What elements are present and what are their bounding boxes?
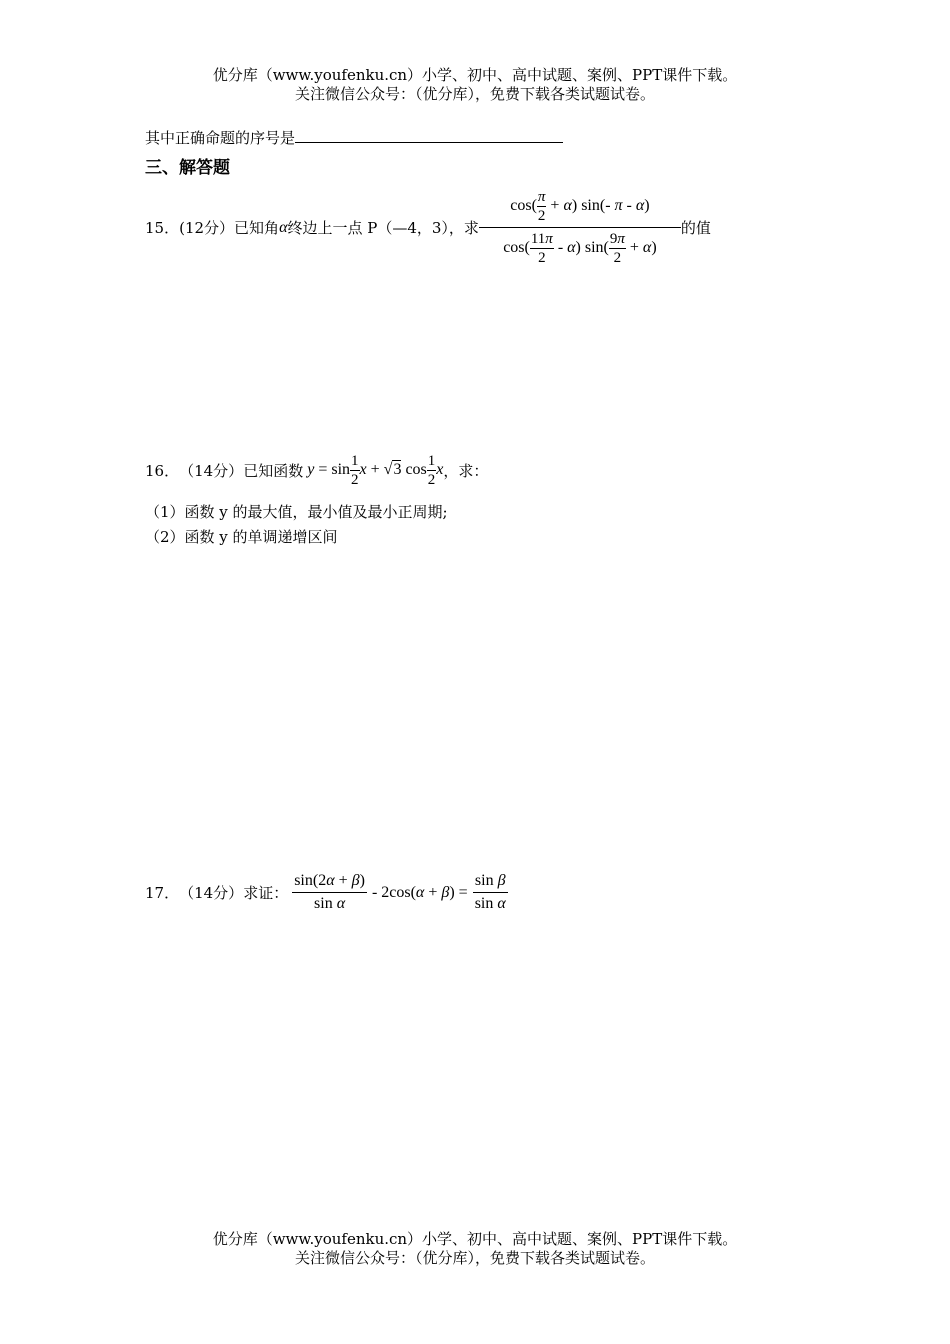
q16-sub-1: （1）函数 y 的最大值，最小值及最小正周期; xyxy=(145,503,448,521)
q17-identity: $\frac{\sin(2\alpha + \beta)}{\text{sin α}}$ - 2cos(α + β) = $\frac{\text{sin β}}{\text{sin α}}$ xyxy=(294,872,506,912)
q15-text-b: 终边上一点 P（—4，3），求 xyxy=(287,219,479,237)
page-footer xyxy=(0,1230,950,1268)
header-line-1: 优分库（www.youfenku.cn）小学、初中、高中试题、案例、PPT课件下载。 xyxy=(212,66,738,84)
section-title: 三、解答题 xyxy=(145,158,230,178)
page-header xyxy=(0,66,950,104)
question-16 xyxy=(145,452,488,489)
q15-text-c: 的值 xyxy=(680,219,711,237)
q16-function: y = sin $\frac{1}{2}$ x + √3 cos $\frac{1}{2}$ x xyxy=(307,453,444,488)
fill-blank-prompt: 其中正确命题的序号是 xyxy=(145,129,296,147)
q15-text-a: 已知角 xyxy=(234,219,280,237)
answer-blank xyxy=(295,128,563,143)
footer-line-2: 关注微信公众号：（优分库），免费下载各类试题试卷。 xyxy=(294,1249,655,1267)
q15-expression: cos( $\frac{\pi}{2}$ + α) sin(- π - α) cos( $\frac{11\pi}{2}$ - α) sin( $\frac{9\pi}{2}$ + α) xyxy=(479,188,681,267)
q16-text-b: ，求： xyxy=(443,462,489,480)
q15-number: 15． xyxy=(145,219,180,237)
q15-alpha: α xyxy=(279,218,288,236)
question-15 xyxy=(145,188,711,267)
q17-text-a: 求证： xyxy=(243,884,289,902)
q16-text-a: 已知函数 xyxy=(243,462,304,480)
q15-score: (12分） xyxy=(179,219,235,237)
q17-score: （14分） xyxy=(179,884,244,902)
header-line-2: 关注微信公众号：（优分库），免费下载各类试题试卷。 xyxy=(294,85,655,103)
fill-blank-line xyxy=(145,127,563,148)
q17-number: 17． xyxy=(145,884,180,902)
footer-line-1: 优分库（www.youfenku.cn）小学、初中、高中试题、案例、PPT课件下载。 xyxy=(212,1230,738,1248)
q16-score: （14分） xyxy=(179,462,244,480)
q16-sub-2: （2）函数 y 的单调递增区间 xyxy=(145,528,338,546)
question-17 xyxy=(145,872,508,913)
q16-number: 16． xyxy=(145,462,180,480)
